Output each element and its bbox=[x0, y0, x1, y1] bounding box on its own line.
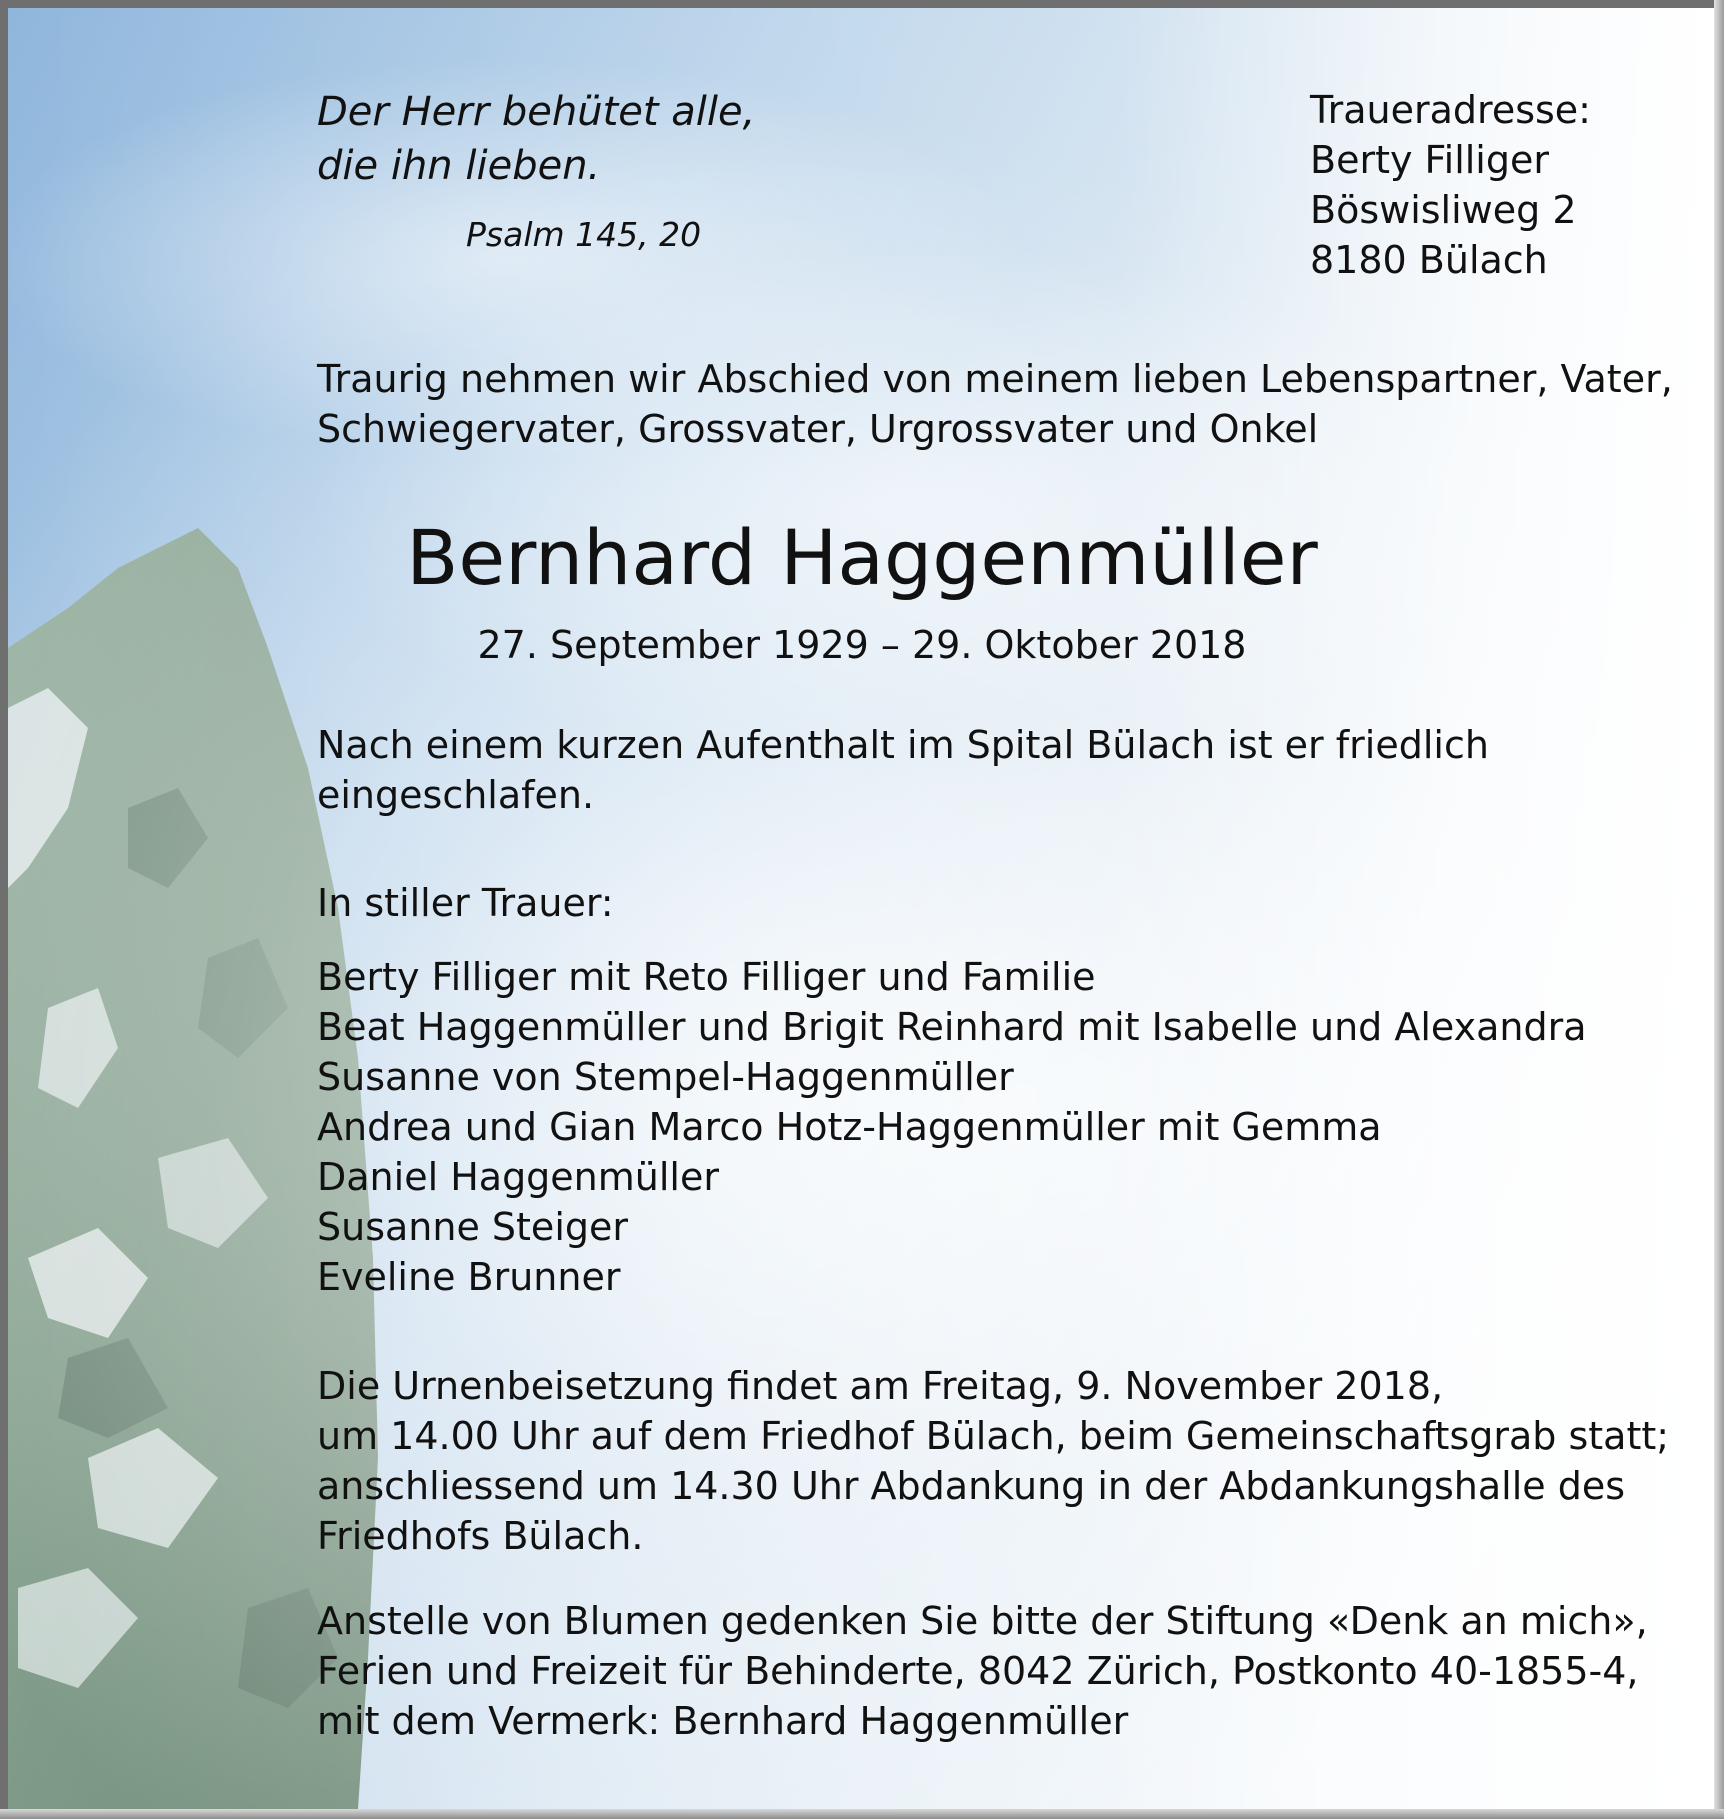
address-heading: Traueradresse: bbox=[1310, 88, 1591, 132]
intro-line: Schwiegervater, Grossvater, Urgrossvater und Onkel bbox=[317, 407, 1319, 451]
intro-text bbox=[317, 354, 1673, 454]
mourner-entry: Andrea und Gian Marco Hotz-Haggenmüller mit Gemma bbox=[317, 1105, 1382, 1149]
bible-verse-reference: Psalm 145, 20 bbox=[466, 215, 702, 254]
bible-verse bbox=[317, 85, 755, 193]
intro-line: Traurig nehmen wir Abschied von meinem lieben Lebenspartner, Vater, bbox=[317, 357, 1673, 401]
deceased-name: Bernhard Haggenmüller bbox=[406, 513, 1318, 602]
donation-line: Ferien und Freizeit für Behinderte, 8042 Zürich, Postkonto 40-1855-4, bbox=[317, 1649, 1639, 1693]
ceremony-line: anschliessend um 14.30 Uhr Abdankung in der Abdankungshalle des bbox=[317, 1464, 1626, 1508]
address-city: 8180 Bülach bbox=[1310, 238, 1548, 282]
donation-line: Anstelle von Blumen gedenken Sie bitte der Stiftung «Denk an mich», bbox=[317, 1599, 1648, 1643]
bible-verse-line: die ihn lieben. bbox=[317, 143, 601, 189]
donation-line: mit dem Vermerk: Bernhard Haggenmüller bbox=[317, 1699, 1129, 1743]
mourner-entry: Daniel Haggenmüller bbox=[317, 1155, 719, 1199]
ceremony-line: Friedhofs Bülach. bbox=[317, 1514, 644, 1558]
bible-verse-line: Der Herr behütet alle, bbox=[317, 89, 756, 135]
frame-right-border bbox=[1714, 0, 1724, 1819]
passing-line: Nach einem kurzen Aufenthalt im Spital Bülach ist er friedlich bbox=[317, 723, 1489, 767]
mourner-entry: Beat Haggenmüller und Brigit Reinhard mit Isabelle und Alexandra bbox=[317, 1005, 1587, 1049]
mourners-list bbox=[317, 952, 1587, 1302]
donation-text bbox=[317, 1596, 1648, 1746]
passing-line: eingeschlafen. bbox=[317, 773, 595, 817]
ceremony-line: Die Urnenbeisetzung findet am Freitag, 9. November 2018, bbox=[317, 1364, 1444, 1408]
mourner-entry: Susanne Steiger bbox=[317, 1205, 628, 1249]
frame-top-border bbox=[0, 0, 1724, 8]
mourner-entry: Susanne von Stempel-Haggenmüller bbox=[317, 1055, 1014, 1099]
ceremony-line: um 14.00 Uhr auf dem Friedhof Bülach, beim Gemeinschaftsgrab statt; bbox=[317, 1414, 1670, 1458]
mourning-address bbox=[1310, 85, 1591, 285]
mourner-entry: Eveline Brunner bbox=[317, 1255, 621, 1299]
frame-left-border bbox=[0, 0, 8, 1819]
mourner-entry: Berty Filliger mit Reto Filliger und Familie bbox=[317, 955, 1096, 999]
life-dates: 27. September 1929 – 29. Oktober 2018 bbox=[477, 623, 1247, 667]
frame-bottom-border bbox=[0, 1809, 1724, 1819]
mourning-label: In stiller Trauer: bbox=[317, 881, 614, 925]
ceremony-text bbox=[317, 1361, 1669, 1561]
address-street: Böswisliweg 2 bbox=[1310, 188, 1577, 232]
address-name: Berty Filliger bbox=[1310, 138, 1549, 182]
passing-text bbox=[317, 720, 1489, 820]
